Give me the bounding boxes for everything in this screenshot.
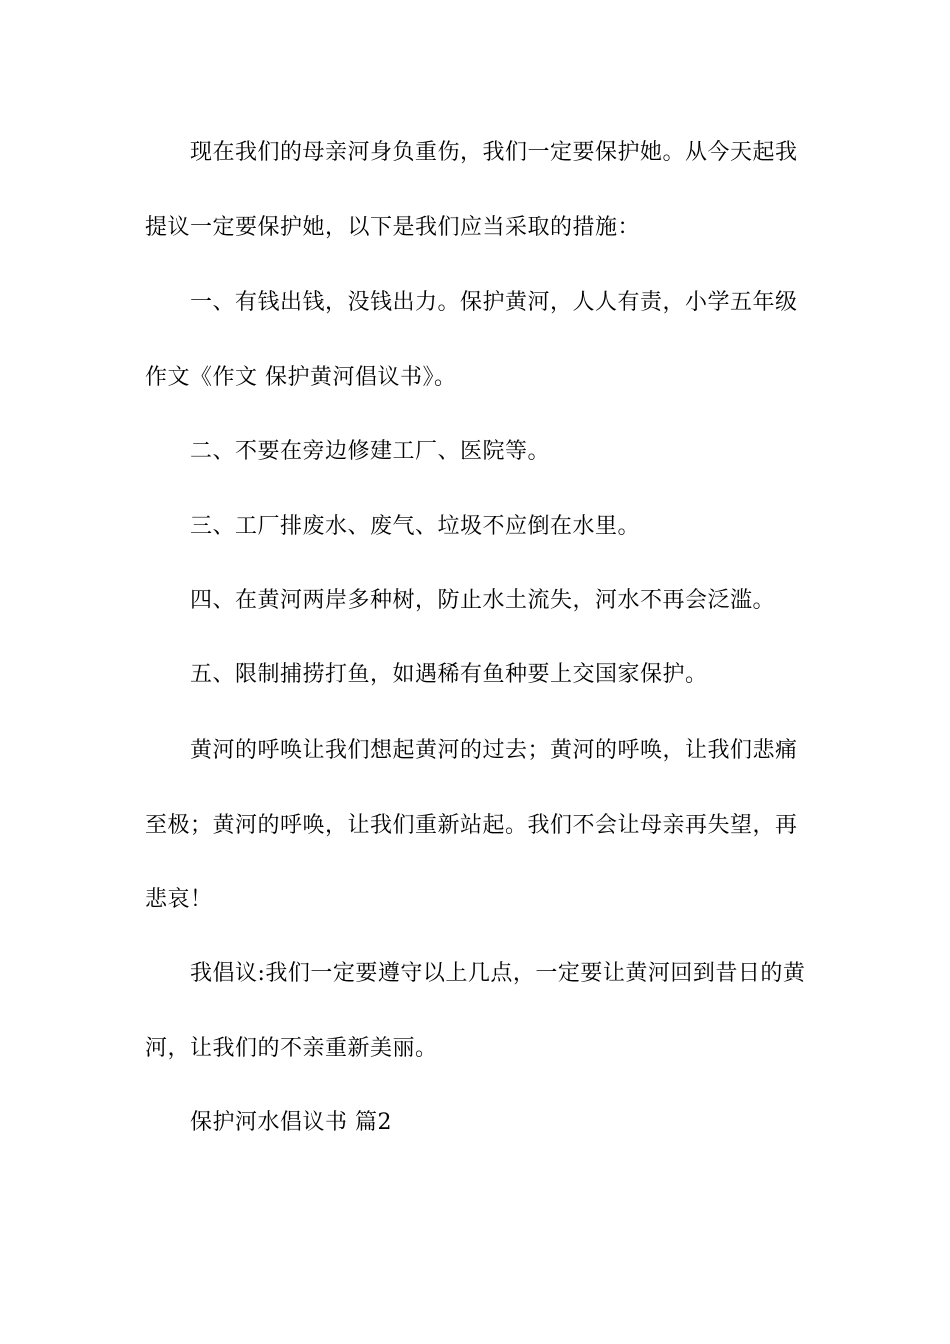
paragraph-intro-line-1: 现在我们的母亲河身负重伤，我们一定要保护她。从今天起我 [190, 140, 798, 165]
paragraph-call-line-3: 悲哀！ [145, 887, 213, 912]
paragraph-intro-line-2: 提议一定要保护她，以下是我们应当采取的措施： [145, 215, 641, 240]
paragraph-call-line-2: 至极；黄河的呼唤，让我们重新站起。我们不会让母亲再失望，再 [145, 813, 798, 838]
paragraph-proposal-line-1: 我倡议:我们一定要遵守以上几点，一定要让黄河回到昔日的黄 [190, 961, 806, 986]
section-heading: 保护河水倡议书 篇2 [190, 1110, 392, 1135]
paragraph-call-line-1: 黄河的呼唤让我们想起黄河的过去；黄河的呼唤，让我们悲痛 [190, 738, 798, 763]
paragraph-measure-1-line-2: 作文《作文 保护黄河倡议书》。 [145, 365, 457, 390]
paragraph-measure-4: 四、在黄河两岸多种树，防止水土流失，河水不再会泛滥。 [190, 588, 776, 613]
paragraph-measure-3: 三、工厂排废水、废气、垃圾不应倒在水里。 [190, 514, 641, 539]
paragraph-measure-2: 二、不要在旁边修建工厂、医院等。 [190, 439, 551, 464]
paragraph-proposal-line-2: 河，让我们的不亲重新美丽。 [145, 1036, 438, 1061]
paragraph-measure-5: 五、限制捕捞打鱼，如遇稀有鱼种要上交国家保护。 [190, 662, 708, 687]
paragraph-measure-1-line-1: 一、有钱出钱，没钱出力。保护黄河，人人有责，小学五年级 [190, 290, 798, 315]
